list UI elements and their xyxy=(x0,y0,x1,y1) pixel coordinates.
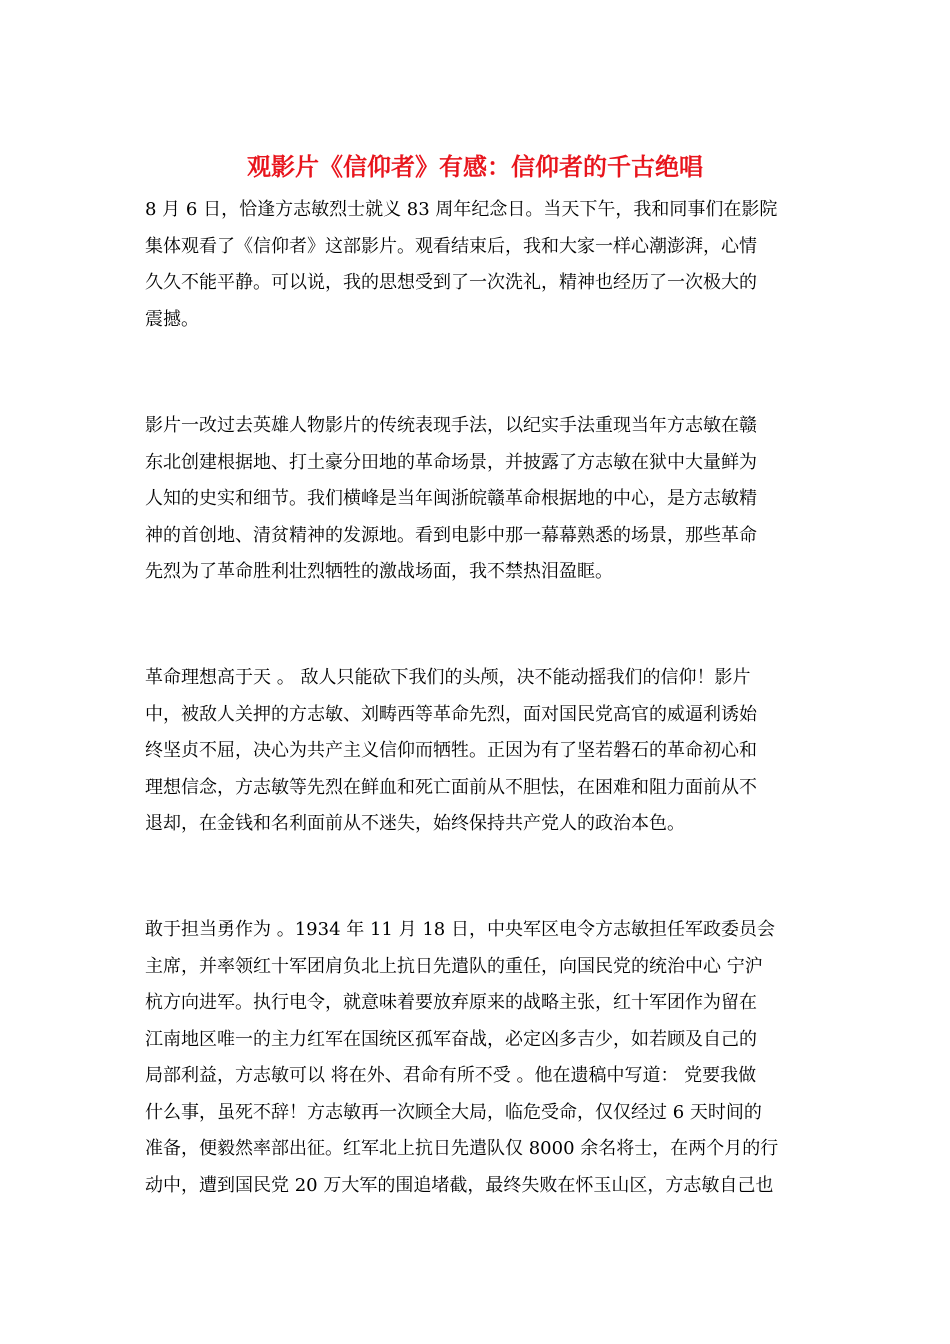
paragraph-line: 影片一改过去英雄人物影片的传统表现手法，以纪实手法重现当年方志敏在赣 xyxy=(145,415,757,436)
paragraph-line: 杭方向进军。执行电令，就意味着要放弃原来的战略主张，红十军团作为留在 xyxy=(145,992,757,1013)
paragraph-line: 退却，在金钱和名利面前从不迷失，始终保持共产党人的政治本色。 xyxy=(145,813,685,834)
paragraph-line: 江南地区唯一的主力红军在国统区孤军奋战，必定凶多吉少，如若顾及自己的 xyxy=(145,1028,757,1050)
paragraph-line: 集体观看了《信仰者》这部影片。观看结束后，我和大家一样心潮澎湃，心情 xyxy=(145,235,757,257)
paragraph-line: 动中，遭到国民党 20 万大军的围追堵截，最终失败在怀玉山区，方志敏自己也 xyxy=(145,1174,774,1196)
paragraph-line: 什么事，虽死不辞！方志敏再一次顾全大局，临危受命，仅仅经过 6 天时间的 xyxy=(145,1101,762,1123)
paragraph-3 xyxy=(145,660,815,843)
paragraph-4 xyxy=(145,912,815,1204)
paragraph-line: 局部利益，方志敏可以 将在外、君命有所不受 。他在遗稿中写道： 党要我做 xyxy=(145,1065,757,1086)
paragraph-line: 东北创建根据地、打土豪分田地的革命场景，并披露了方志敏在狱中大量鲜为 xyxy=(145,451,757,473)
paragraph-line: 敢于担当勇作为 。1934 年 11 月 18 日，中央军区电令方志敏担任军政委员会 xyxy=(145,919,775,940)
paragraph-line: 8 月 6 日，恰逢方志敏烈士就义 83 周年纪念日。当天下午，我和同事们在影院 xyxy=(145,199,778,220)
paragraph-line: 终坚贞不屈，决心为共产主义信仰而牺牲。正因为有了坚若磐石的革命初心和 xyxy=(145,740,757,761)
paragraph-1 xyxy=(145,192,815,338)
paragraph-line: 革命理想高于天 。 敌人只能砍下我们的头颅，决不能动摇我们的信仰！影片 xyxy=(145,667,751,688)
paragraph-line: 主席，并率领红十军团肩负北上抗日先遣队的重任，向国民党的统治中心 宁沪 xyxy=(145,955,763,977)
paragraph-2 xyxy=(145,408,815,591)
paragraph-line: 中，被敌人关押的方志敏、刘畴西等革命先烈，面对国民党高官的威逼利诱始 xyxy=(145,703,757,725)
paragraph-line: 理想信念，方志敏等先烈在鲜血和死亡面前从不胆怯，在困难和阻力面前从不 xyxy=(145,776,757,798)
paragraph-line: 准备，便毅然率部出征。红军北上抗日先遣队仅 8000 余名将士，在两个月的行 xyxy=(145,1138,779,1159)
paragraph-line: 先烈为了革命胜利壮烈牺牲的激战场面，我不禁热泪盈眶。 xyxy=(145,561,613,582)
paragraph-line: 震撼。 xyxy=(145,308,199,330)
paragraph-line: 神的首创地、清贫精神的发源地。看到电影中那一幕幕熟悉的场景，那些革命 xyxy=(145,524,757,546)
paragraph-line: 久久不能平静。可以说，我的思想受到了一次洗礼，精神也经历了一次极大的 xyxy=(145,272,757,293)
paragraph-line: 人知的史实和细节。我们横峰是当年闽浙皖赣革命根据地的中心，是方志敏精 xyxy=(145,488,757,509)
document-title: 观影片《信仰者》有感：信仰者的千古绝唱 xyxy=(247,152,703,181)
